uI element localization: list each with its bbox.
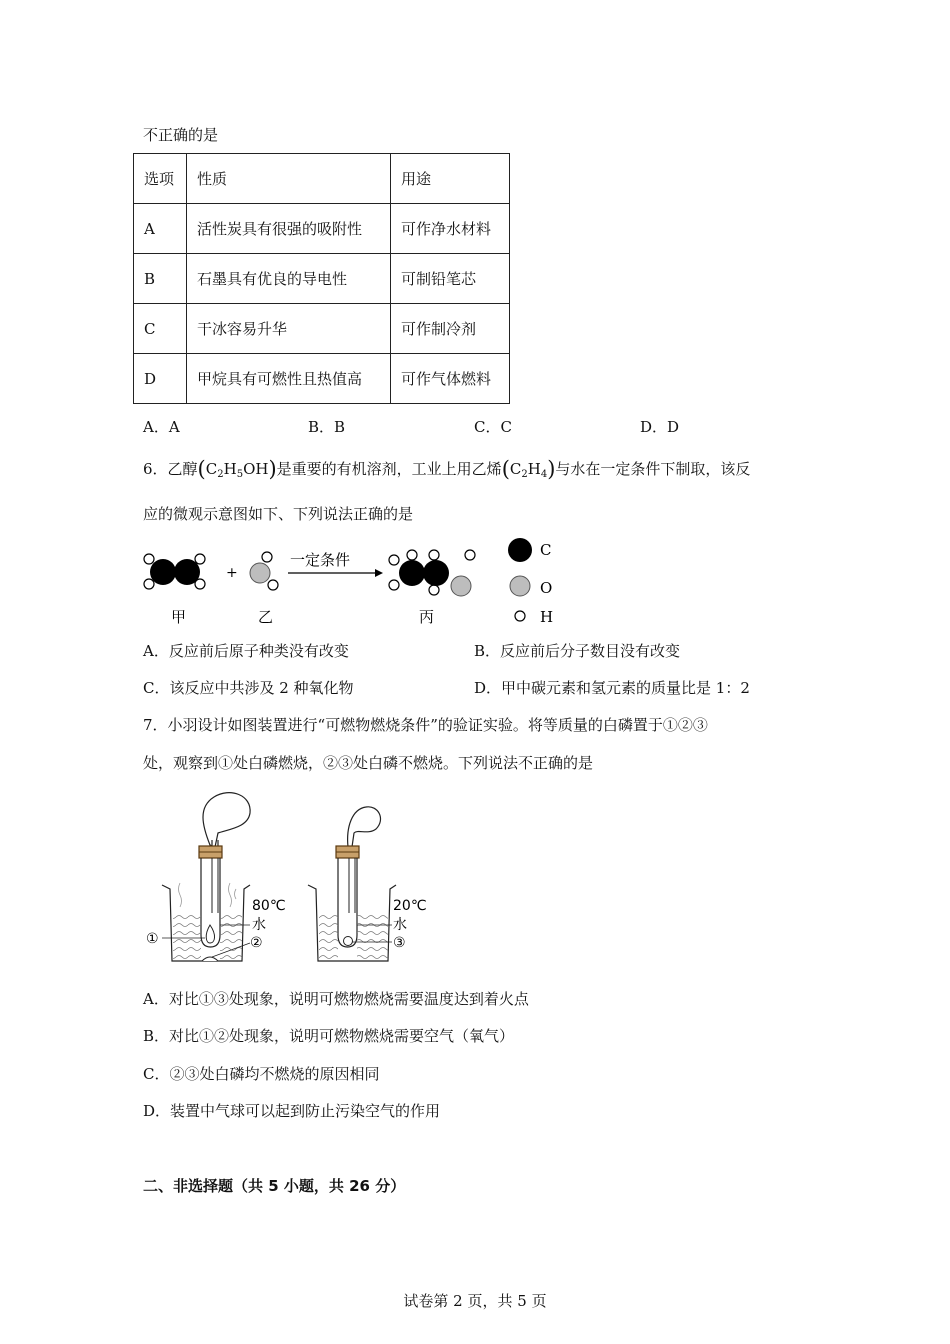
flame-icon	[206, 925, 214, 943]
choice-b: B．反应前后分子数目没有改变	[474, 642, 681, 660]
table-header: 用途	[391, 154, 510, 204]
molecule-jia	[144, 554, 205, 589]
reaction-condition: 一定条件	[290, 551, 351, 569]
question-stem-tail: 不正确的是	[143, 126, 219, 144]
page-footer: 试卷第 2 页，共 5 页	[403, 1292, 547, 1310]
table-cell: 活性炭具有很强的吸附性	[187, 204, 391, 254]
table-row	[134, 254, 510, 304]
choice-c: C．C	[474, 418, 512, 436]
q7-stem: 7．小羽设计如图装置进行“可燃物燃烧条件”的验证实验。将等质量的白磷置于①②③	[143, 716, 708, 734]
table-cell: 石墨具有优良的导电性	[187, 254, 391, 304]
properties-table	[133, 153, 510, 404]
q7-stem-line2: 处，观察到①处白磷燃烧，②③处白磷不燃烧。下列说法不正确的是	[143, 754, 594, 772]
choice-c: C．该反应中共涉及 2 种氧化物	[143, 679, 354, 697]
choice-d: D．装置中气球可以起到防止污染空气的作用	[143, 1102, 441, 1120]
right-setup	[308, 807, 427, 961]
molecule-yi	[250, 552, 278, 590]
table-row	[134, 204, 510, 254]
table-header-row	[134, 154, 510, 204]
legend-o: O	[540, 579, 553, 597]
mark-1: ①	[146, 931, 159, 947]
choice-b: B．对比①②处现象，说明可燃物燃烧需要空气（氧气）	[143, 1027, 515, 1045]
label-jia: 甲	[171, 608, 187, 626]
mark-2: ②	[250, 935, 263, 951]
table-cell: 甲烷具有可燃性且热值高	[187, 354, 391, 404]
table-cell: C	[134, 304, 187, 354]
table-cell: 可作净水材料	[391, 204, 510, 254]
temp-right: 20℃	[393, 898, 427, 914]
choice-d: D．D	[640, 418, 680, 436]
choice-b: B．B	[308, 418, 346, 436]
table-header: 性质	[187, 154, 391, 204]
left-setup	[146, 793, 286, 961]
table-cell: B	[134, 254, 187, 304]
table-cell: 可作气体燃料	[391, 354, 510, 404]
table-cell: A	[134, 204, 187, 254]
choice-c: C．②③处白磷均不燃烧的原因相同	[143, 1065, 380, 1083]
water-label-left: 水	[252, 917, 266, 933]
combustion-apparatus	[140, 785, 440, 975]
table-row	[134, 354, 510, 404]
atom-legend	[508, 538, 553, 626]
table-header: 选项	[134, 154, 187, 204]
molecule-bing	[389, 550, 475, 596]
table-cell: 干冰容易升华	[187, 304, 391, 354]
q6-stem-line2: 应的微观示意图如下、下列说法正确的是	[143, 505, 414, 523]
temp-left: 80℃	[252, 898, 286, 914]
table-cell: 可作制冷剂	[391, 304, 510, 354]
legend-h: H	[540, 608, 554, 626]
test-tube-icon	[338, 858, 357, 947]
arrow-head-icon	[375, 569, 383, 577]
choice-a: A．对比①③处现象，说明可燃物燃烧需要温度达到着火点	[143, 990, 529, 1008]
section-heading: 二、非选择题（共 5 小题，共 26 分）	[143, 1177, 406, 1195]
label-bing: 丙	[419, 608, 435, 626]
table-cell: D	[134, 354, 187, 404]
table-cell: 可制铅笔芯	[391, 254, 510, 304]
mark-3: ③	[393, 935, 406, 951]
q6-stem: 6．乙醇$(C_2H_5OH)$是重要的有机溶剂，工业上用乙烯$(C_2H_4)$与水在一定条件下制取，该反	[143, 457, 751, 481]
choice-a: A．A	[143, 418, 180, 436]
plus-sign: +	[226, 565, 238, 581]
balloon-icon	[203, 793, 250, 847]
water-label-right: 水	[393, 917, 407, 933]
choice-a: A．反应前后原子种类没有改变	[143, 642, 349, 660]
label-yi: 乙	[258, 608, 274, 626]
table-row	[134, 304, 510, 354]
legend-c: C	[540, 541, 552, 559]
choice-d: D．甲中碳元素和氢元素的质量比是 1：2	[474, 679, 750, 697]
reaction-diagram	[130, 530, 580, 630]
balloon-icon	[348, 807, 381, 847]
